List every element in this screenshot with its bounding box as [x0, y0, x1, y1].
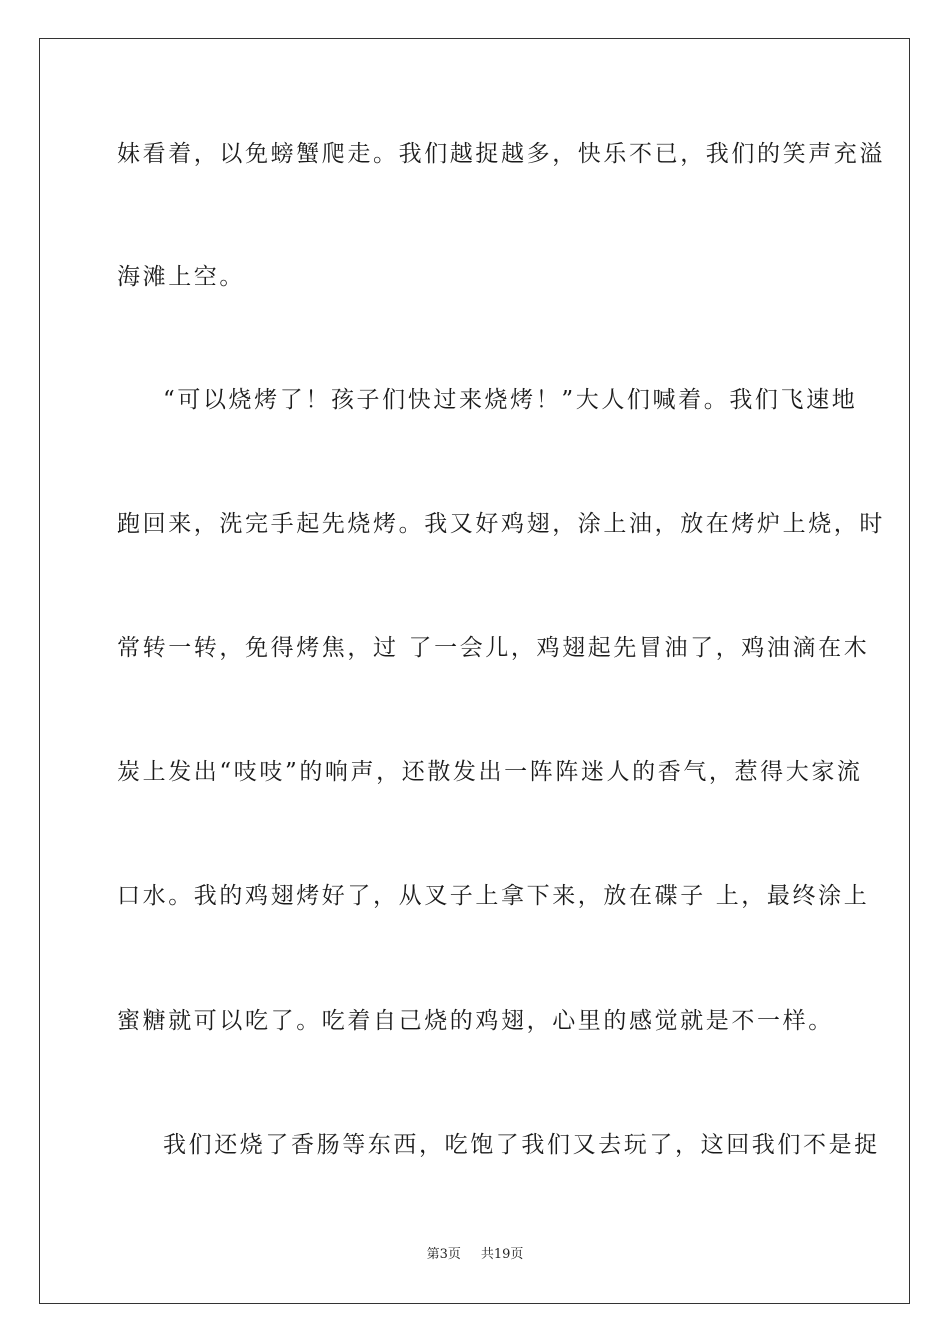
page-border	[39, 38, 910, 1304]
body-text-line-4: 跑回来，洗完手起先烧烤。我又好鸡翅，涂上油，放在烤炉上烧，时	[117, 511, 885, 537]
body-text-line-9: 我们还烧了香肠等东西，吃饱了我们又去玩了，这回我们不是捉	[163, 1132, 880, 1158]
body-text-line-8: 蜜糖就可以吃了。吃着自己烧的鸡翅，心里的感觉就是不一样。	[117, 1008, 834, 1034]
page-total: 共19页	[480, 1247, 524, 1262]
body-text-line-3: “可以烧烤了！孩子们快过来烧烤！”大人们喊着。我们飞速地	[163, 387, 858, 413]
body-text-line-2: 海滩上空。	[117, 264, 245, 290]
page-footer	[0, 1246, 950, 1264]
body-text-line-6: 炭上发出“吱吱”的响声，还散发出一阵阵迷人的香气，惹得大家流	[117, 759, 863, 785]
body-text-line-1: 妹看着，以免螃蟹爬走。我们越捉越多，快乐不已，我们的笑声充溢	[117, 141, 885, 167]
body-text-line-5: 常转一转，免得烤焦，过 了一会儿，鸡翅起先冒油了，鸡油滴在木	[117, 635, 870, 661]
body-text-line-7: 口水。我的鸡翅烤好了，从叉子上拿下来，放在碟子 上，最终涂上	[117, 883, 870, 909]
page-number: 第3页	[426, 1247, 461, 1262]
